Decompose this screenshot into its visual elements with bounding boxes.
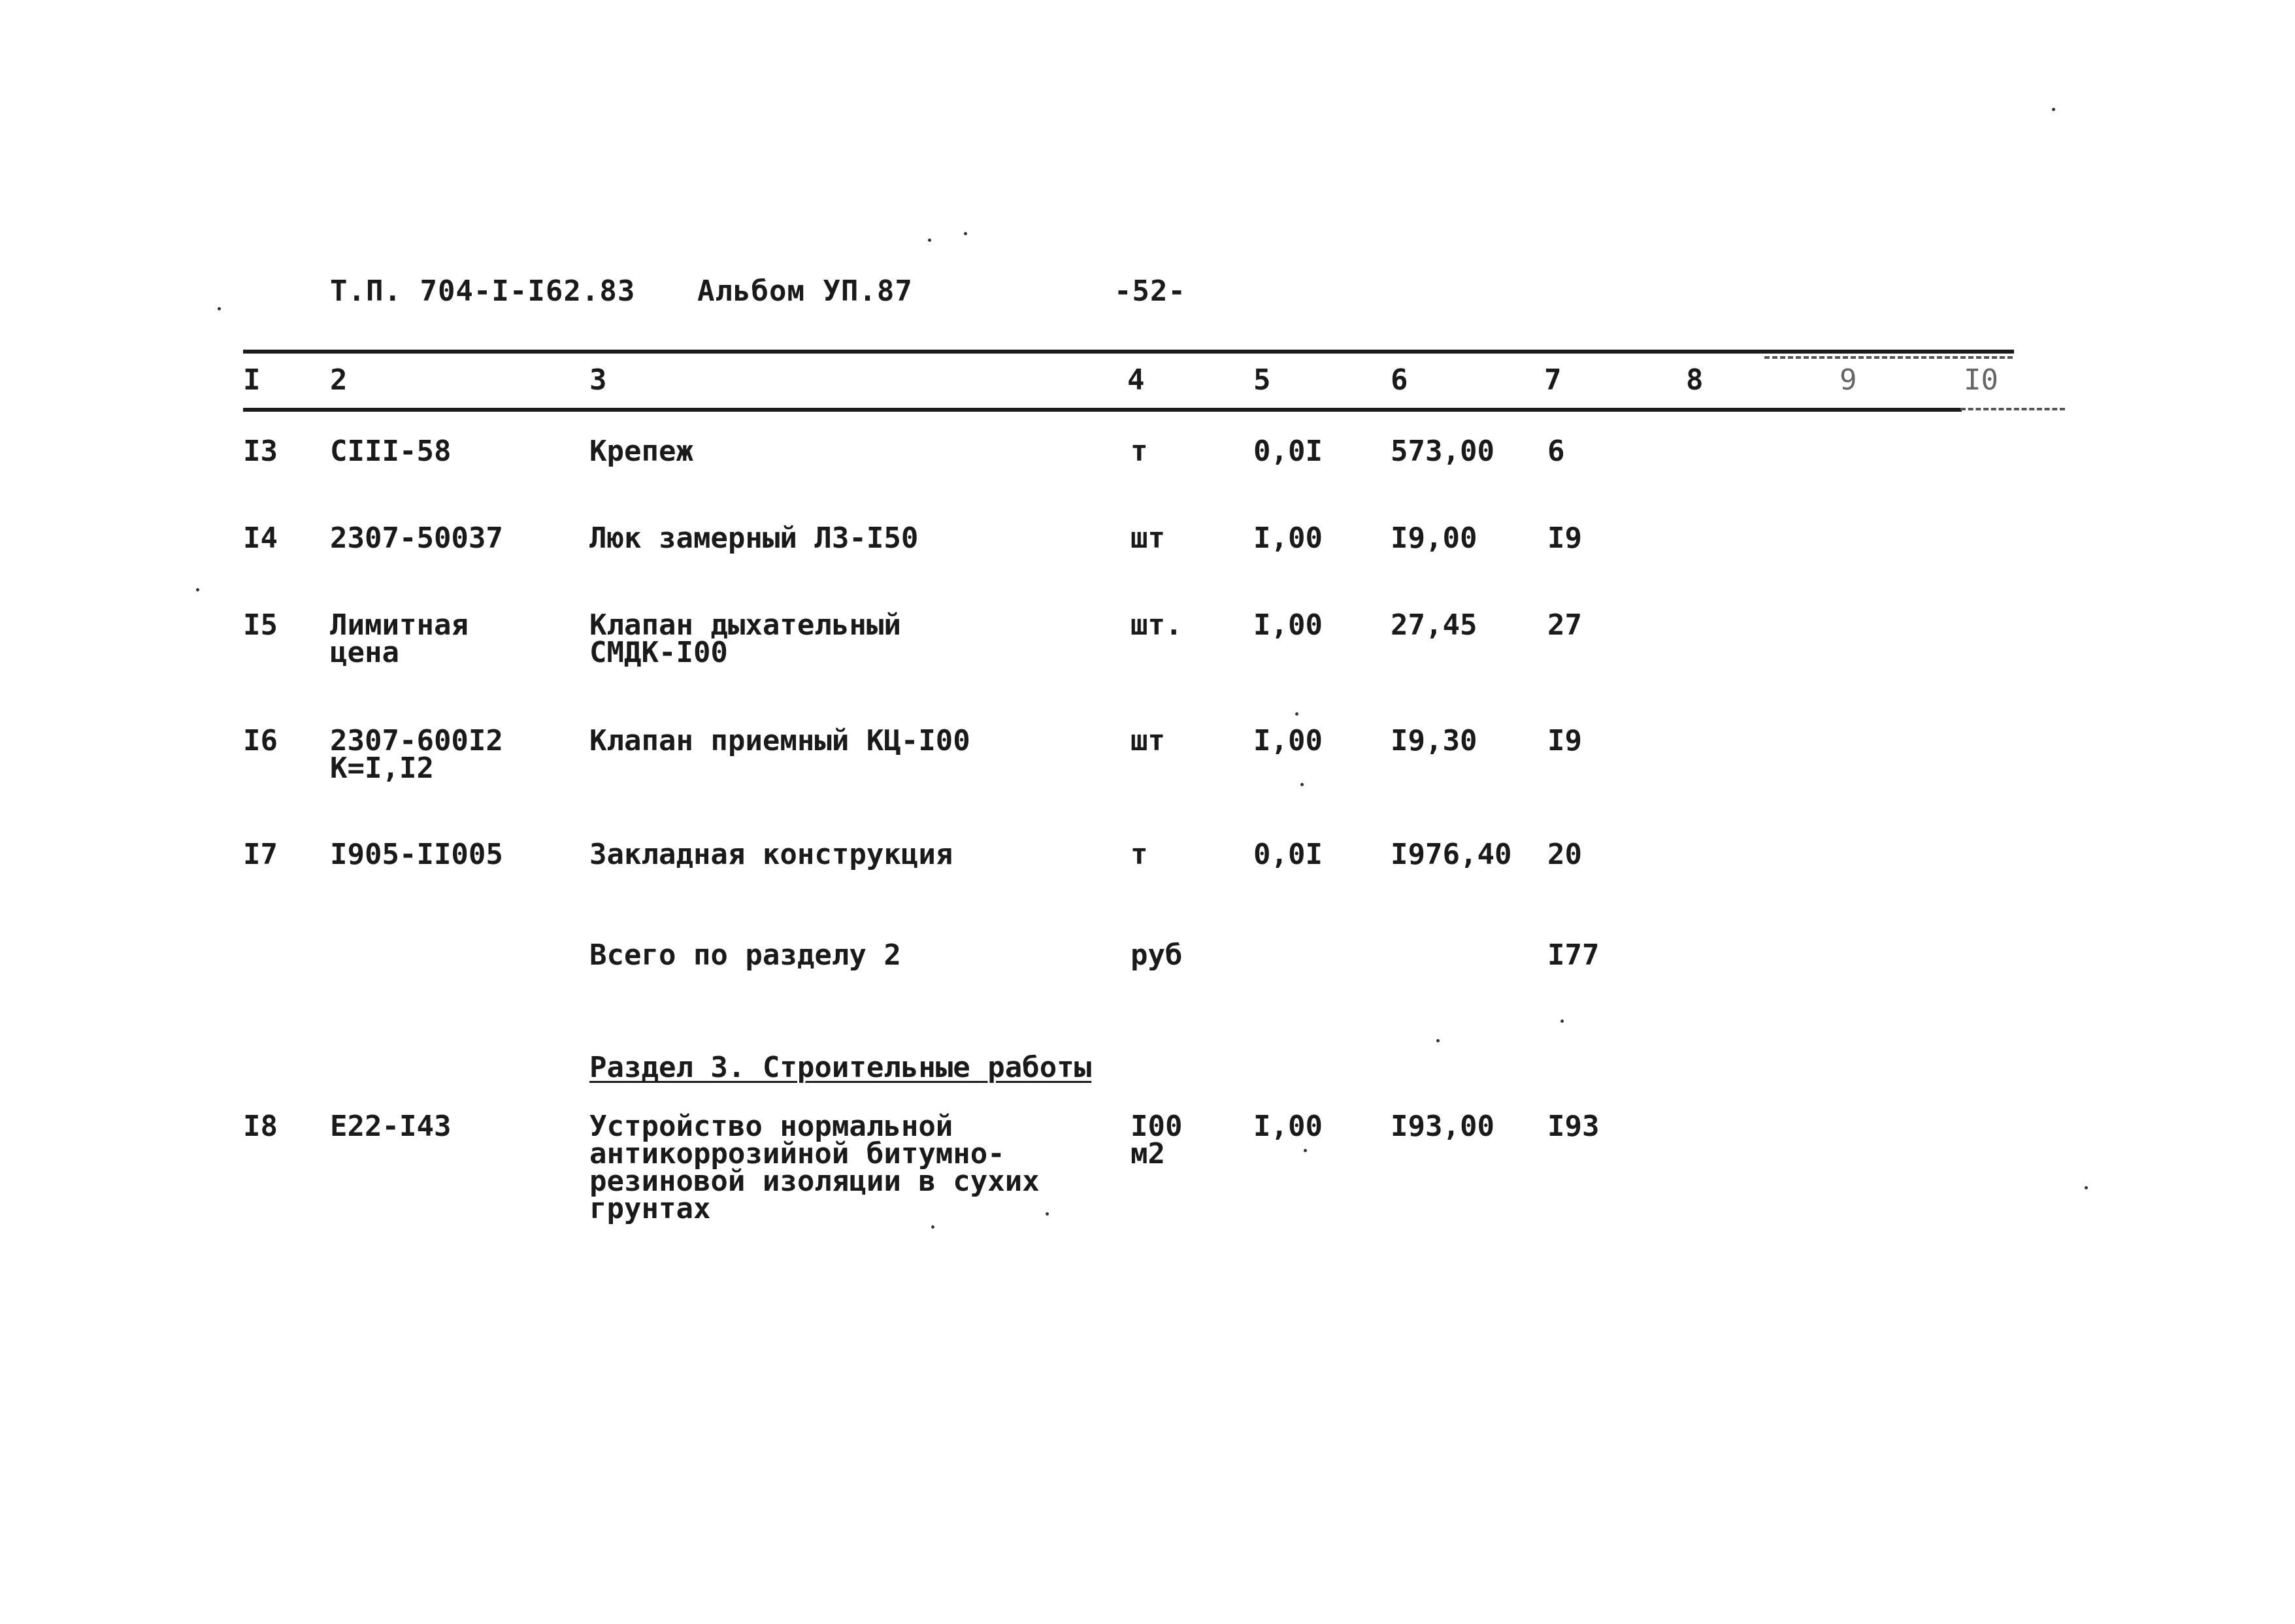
scan-speck — [1560, 1019, 1564, 1023]
top-rule-dashed — [1764, 356, 2013, 359]
header-rule-lower — [243, 408, 1962, 412]
row-17-total: 20 — [1547, 838, 1582, 871]
row-16-total: I9 — [1547, 724, 1582, 757]
page-number: -52- — [1114, 274, 1186, 308]
row-18-qty: I,00 — [1253, 1110, 1323, 1143]
col-num-5: 5 — [1253, 363, 1271, 397]
col-num-8: 8 — [1686, 363, 1704, 397]
scan-speck — [2085, 1186, 2088, 1189]
row-16-price: I9,30 — [1391, 724, 1478, 757]
top-rule-upper — [243, 350, 2014, 354]
col-num-2: 2 — [330, 363, 348, 397]
row-18-code: Е22-I43 — [330, 1110, 452, 1143]
row-16-code: 2307-600I2 К=I,I2 — [330, 724, 503, 785]
row-13-price: 573,00 — [1391, 435, 1494, 468]
row-17-qty: 0,0I — [1253, 838, 1323, 871]
row-17-unit: т — [1131, 838, 1148, 871]
subtotal-total: I77 — [1547, 938, 1600, 972]
col-num-7: 7 — [1544, 363, 1562, 397]
scan-speck — [928, 239, 931, 242]
doc-reference: Т.П. 704-I-I62.83 — [330, 274, 636, 308]
row-13-code: CIII-58 — [330, 435, 452, 468]
row-16-unit: шт — [1131, 724, 1165, 757]
row-17-code: I905-II005 — [330, 838, 503, 871]
row-15-total: 27 — [1547, 608, 1582, 642]
row-18-price: I93,00 — [1391, 1110, 1494, 1143]
row-14-num: I4 — [243, 522, 278, 555]
row-17-price: I976,40 — [1391, 838, 1512, 871]
row-16-num: I6 — [243, 724, 278, 757]
col-num-4: 4 — [1127, 363, 1145, 397]
header-rule-lower-dashed — [1960, 408, 2065, 410]
scan-speck — [1295, 712, 1298, 716]
row-13-num: I3 — [243, 435, 278, 468]
scan-speck — [1046, 1212, 1049, 1216]
scan-speck — [1300, 783, 1304, 786]
col-num-9: 9 — [1840, 363, 1857, 397]
row-13-total: 6 — [1547, 435, 1565, 468]
row-15-name: Клапан дыхательный СМДК-I00 — [589, 608, 901, 669]
row-15-qty: I,00 — [1253, 608, 1323, 642]
row-14-unit: шт — [1131, 522, 1165, 555]
row-17-name: Закладная конструкция — [589, 838, 953, 871]
scan-speck — [2052, 108, 2055, 111]
row-13-unit: т — [1131, 435, 1148, 468]
row-18-unit: I00 м2 — [1131, 1110, 1183, 1170]
row-13-name: Крепеж — [589, 435, 693, 468]
album-label: Альбом УП.87 — [697, 274, 913, 308]
row-17-num: I7 — [243, 838, 278, 871]
col-num-10: I0 — [1964, 363, 1998, 397]
scan-speck — [1304, 1149, 1307, 1152]
row-18-num: I8 — [243, 1110, 278, 1143]
col-num-1: I — [243, 363, 261, 397]
row-14-code: 2307-50037 — [330, 522, 503, 555]
section-3-title: Раздел 3. Строительные работы — [589, 1051, 1092, 1084]
row-18-name: Устройство нормальной антикоррозийной битумно- резиновой изоляции в сухих грунтах — [589, 1110, 1040, 1225]
row-15-code: Лимитная цена — [330, 608, 469, 669]
row-14-name: Люк замерный ЛЗ-I50 — [589, 522, 919, 555]
row-13-qty: 0,0I — [1253, 435, 1323, 468]
row-16-name: Клапан приемный КЦ-I00 — [589, 724, 970, 757]
scan-speck — [1436, 1039, 1440, 1042]
scan-speck — [218, 307, 221, 310]
row-16-qty: I,00 — [1253, 724, 1323, 757]
scan-speck — [931, 1225, 934, 1229]
row-15-num: I5 — [243, 608, 278, 642]
col-num-6: 6 — [1391, 363, 1408, 397]
row-14-qty: I,00 — [1253, 522, 1323, 555]
col-num-3: 3 — [589, 363, 607, 397]
subtotal-unit: руб — [1131, 938, 1183, 972]
scan-speck — [196, 588, 199, 591]
row-18-total: I93 — [1547, 1110, 1600, 1143]
subtotal-label: Всего по разделу 2 — [589, 938, 901, 972]
scan-speck — [964, 232, 967, 235]
row-15-unit: шт. — [1131, 608, 1183, 642]
row-14-total: I9 — [1547, 522, 1582, 555]
row-14-price: I9,00 — [1391, 522, 1478, 555]
row-15-price: 27,45 — [1391, 608, 1478, 642]
